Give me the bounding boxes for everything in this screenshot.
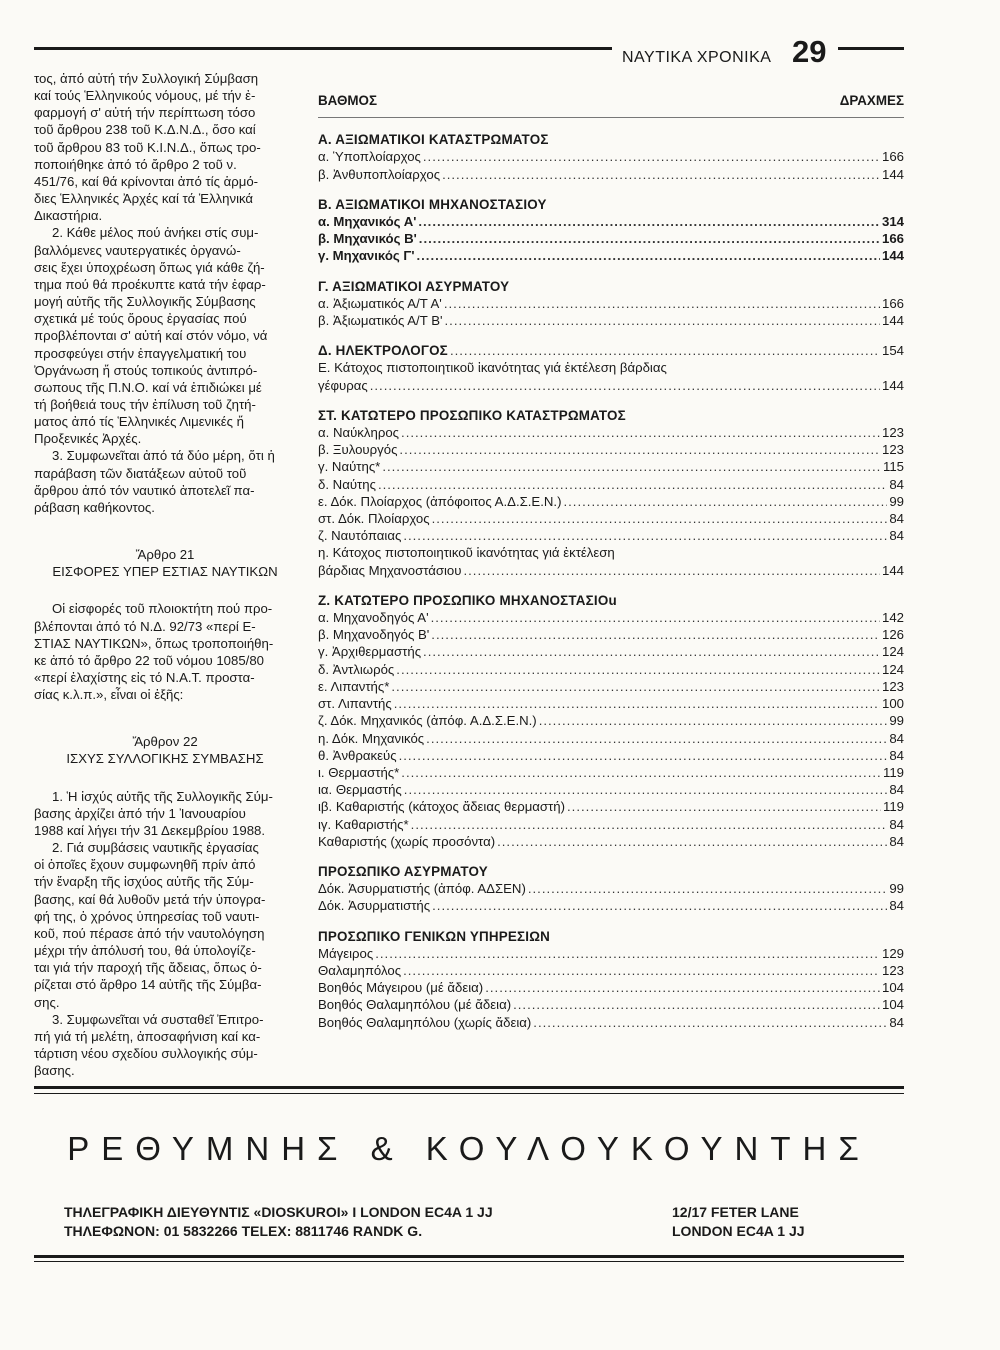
table-row [318,230,904,247]
text-line: 1. Ἡ ἰσχύς αὐτῆς τῆς Συλλογικῆς Σύμ- [52,788,273,804]
dot-leader [497,833,887,850]
dot-leader [431,626,880,643]
dot-leader [445,312,880,329]
dot-leader [431,609,880,626]
text-line: σεις ἔχει ὑποχρέωση ὅπως γιά κάθε ζή- [34,259,265,275]
text-line: τήν ἔναρξη τῆς ἰσχύος αὐτῆς τῆς Σύμ- [34,874,254,890]
amount-value: 84 [889,476,904,492]
amount-value: 84 [889,898,904,914]
rank-label: ε. Λιπαντής* [318,678,390,694]
rank-label: στ. Δόκ. Πλοίαρχος [318,511,430,527]
amount-value: 123 [881,425,904,441]
amount-value: 129 [881,945,904,961]
text-line: διες Ἑλληνικές Ἀρχές καί τά Ἑλληνικά [34,191,254,207]
dot-leader [411,816,888,833]
text-line: ρίζεται στό ἄρθρο 14 αὐτῆς τῆς Σύμβα- [34,977,262,993]
dot-leader [442,166,880,183]
section-title: Ζ. ΚΑΤΩΤΕΡΟ ΠΡΟΣΩΠΙΚΟ ΜΗΧΑΝΟΣΤΑΣΙΟu [318,592,617,608]
dot-leader [539,712,888,729]
text-line: Προξενικές Ἀρχές. [34,431,142,447]
dot-leader [423,643,880,660]
table-section [318,278,904,330]
rank-label: β. Ἀξιωματικός Α/Τ Β' [318,313,443,329]
text-line: καί τούς Ἑλληνικούς νόμους, μέ τήν ἐ- [34,88,256,104]
paragraph [34,224,296,447]
table-row [318,527,904,544]
table-row [318,510,904,527]
section-title-row [318,342,904,359]
text-line: κοῦ, πού πέρασε ἀπό τήν ναυτολόγηση [34,925,265,941]
header-divider [318,117,904,118]
text-line: σης. [34,994,60,1010]
rank-label: β. Μηχανοδηγός Β' [318,627,430,643]
dot-leader [426,730,887,747]
dot-leader [391,678,880,695]
dot-leader [378,476,887,493]
text-line: σχετικά μέ τούς ὅρους ἐργασίας πού [34,311,247,327]
dot-leader [375,945,880,962]
dot-leader [528,880,887,897]
text-line: ται γιά τήν παροχή τῆς ἄδειας, ὅπως ὁ- [34,960,262,976]
table-row [318,897,904,914]
text-line: Οἱ εἰσφορές τοῦ πλοιοκτήτη πού προ- [52,601,273,617]
dot-leader [396,661,880,678]
dot-leader [419,230,880,247]
rank-label: δ. Ναύτης [318,476,376,492]
text-line: 3. Συμφωνεῖται ἀπό τά δύο μέρη, ὅτι ἡ [52,448,275,464]
table-note: η. Κάτοχος πιστοποιητικοῦ ἱκανότητας γιά ἐκτέλεση [318,545,615,561]
rank-label: Βοηθός Θαλαμηπόλου (μέ ἄδεια) [318,997,512,1013]
amount-value: 123 [881,442,904,458]
paragraph [34,1011,296,1080]
table-row [318,816,904,833]
text-line: «περί ἐλαχίστης εἰς τό Ν.Α.Τ. προστα- [34,670,255,685]
table-row [318,695,904,712]
section-title: ΠΡΟΣΩΠΙΚΟ ΓΕΝΙΚΩΝ ΥΠΗΡΕΣΙΩΝ [318,928,550,944]
telegraphic-address: ΤΗΛΕΓΡΑΦΙΚΗ ΔΙΕΥΘΥΝΤΙΣ «DIOSKUROI» I LONDON EC4A 1 JJ [64,1204,493,1220]
rank-label: γέφυρας [318,377,368,393]
amount-value: 84 [889,730,904,746]
dot-leader [533,1014,887,1031]
text-line: μέχρι τήν ἀπόλυσή του, θά ὑπολογίζε- [34,943,256,959]
rank-label: α. Ὑποπλοίαρχος [318,149,421,165]
amount-value: 119 [882,764,904,780]
rank-label: στ. Λιπαντής [318,696,392,712]
text-line: προβλέπονται σ' αὐτή καί στόν νόμο, νά [34,328,268,344]
column-header-rank: ΒΑΘΜΟΣ [318,93,378,108]
text-line: τημα πού θά προέκυπτε κατά τήν ἐφαρ- [34,276,266,292]
table-section [318,928,904,1031]
dot-leader [401,424,880,441]
rank-label: β. Ἀνθυποπλοίαρχος [318,166,441,182]
footer-rule-top [34,1086,904,1089]
text-line: ΣΤΙΑΣ ΝΑΥΤΙΚΩΝ», ὅπως τροποποιήθη- [34,635,274,651]
table-row [318,661,904,678]
rank-label: ιβ. Καθαριστής (κάτοχος ἄδειας θερμαστή) [318,799,565,815]
column-header-drachmas: ΔΡΑΧΜΕΣ [839,93,904,108]
text-line: τος, ἀπό αὐτή τήν Συλλογική Σύμβαση [34,71,259,86]
rank-label: δ. Ἀντλιωρός [318,661,395,677]
amount-value: 166 [881,231,904,247]
amount-value: 104 [881,997,904,1013]
table-row [318,213,904,230]
text-line: Ὀργάνωση ἤ στούς τοπικούς ἀντιπρό- [34,362,258,378]
rank-label: θ. Ἀνθρακεύς [318,747,397,763]
table-row [318,747,904,764]
table-row [318,626,904,643]
table-row [318,295,904,312]
rank-label: ιγ. Καθαριστής* [318,816,409,832]
address-block-left [64,1203,493,1241]
left-column [34,70,296,1079]
rank-label: ζ. Δόκ. Μηχανικός (ἀπόφ. Α.Δ.Σ.Ε.Ν.) [318,713,537,729]
text-line: βασης. [34,1063,75,1079]
table-row [318,798,904,815]
text-line: φαρμογή σ' αὐτή τήν περίπτωση τόσο [34,105,256,121]
text-line: τάρτιση νέου σχεδίου συλλογικής σύμ- [34,1045,258,1061]
amount-value: 144 [881,248,904,264]
table-row [318,166,904,183]
section-title: Δ. ΗΛΕΚΤΡΟΛΟΓΟΣ [318,343,448,359]
table-row [318,609,904,626]
amount-value: 115 [882,459,904,475]
text-line: τοῦ ἄρθρου 83 τοῦ Κ.Ι.Ν.Δ., ὅπως τρο- [34,139,261,155]
amount-value: 84 [889,1014,904,1030]
amount-value: 123 [881,962,904,978]
article-21-number: Ἄρθρο 21 [135,547,195,563]
dot-leader [399,441,880,458]
section-title: Γ. ΑΞΙΩΜΑΤΙΚΟΙ ΑΣΥΡΜΑΤΟΥ [318,278,510,294]
text-line: βαλλόμενες ναυτεργατικές ὀργανώ- [34,242,241,258]
amount-value: 144 [881,313,904,329]
rank-label: ι. Θερμαστής* [318,764,400,780]
table-row [318,643,904,660]
dot-leader [370,377,880,394]
table-row [318,945,904,962]
table-row [318,730,904,747]
amount-value: 84 [889,833,904,849]
dot-leader [432,897,887,914]
amount-value: 84 [889,816,904,832]
article-22-title: ΙΣΧΥΣ ΣΥΛΛΟΓΙΚΗΣ ΣΥΜΒΑΣΗΣ [66,751,264,767]
amount-value: 119 [882,799,904,815]
paragraph [34,447,296,516]
text-line: βλέπονται ἀπό τό Ν.Δ. 92/73 «περί Ε- [34,618,256,634]
footer-rule-top-thin [34,1093,904,1094]
text-line: ἄρθρου ἀπό τόν ναυτικό ἀποτελεῖ πα- [34,482,255,498]
rank-label: βάρδιας Μηχανοστάσιου [318,562,462,578]
table-header [318,92,904,109]
amount-value: 144 [881,377,904,393]
table-row [318,1014,904,1031]
rank-label: Θαλαμηπόλος [318,962,402,978]
table-row [318,833,904,850]
dot-leader [432,510,888,527]
text-line: τή βοήθειά τους τήν ἐπίλυση τοῦ ζητή- [34,396,256,412]
rank-label: α. Ἀξιωματικός Α/Τ Α' [318,295,442,311]
text-line: ράβαση καθήκοντος. [34,499,155,515]
rank-label: ια. Θερμαστής [318,782,402,798]
paragraph [34,788,296,839]
amount-value: 314 [881,214,904,230]
dot-leader [513,996,880,1013]
table-row [318,678,904,695]
table-row [318,441,904,458]
header-rule-right [838,47,904,50]
amount-value: 142 [881,610,904,626]
amount-value: 84 [889,511,904,527]
table-row [318,781,904,798]
rank-label: Δόκ. Ἀσυρματιστής [318,898,431,914]
dot-leader [485,979,880,996]
amount-value: 166 [881,149,904,165]
table-row [318,312,904,329]
dot-leader [567,798,881,815]
dot-leader [404,781,888,798]
rank-label: Δόκ. Ἀσυρματιστής (ἀπόφ. ΑΔΣΕΝ) [318,881,526,897]
table-row [318,458,904,475]
text-line: 3. Συμφωνεῖται νά συσταθεῖ Ἐπιτρο- [52,1011,264,1027]
amount-value: 99 [889,881,904,897]
paragraph [34,70,296,224]
dot-leader [403,962,880,979]
table-row [318,424,904,441]
text-line: μογή αὐτῆς τῆς Συλλογικῆς Σύμβασης [34,294,256,310]
table-section [318,407,904,579]
footer-rule-bottom-thin [34,1261,904,1262]
table-section [318,196,904,265]
rank-label: Βοηθός Μάγειρου (μέ ἄδεια) [318,980,484,996]
table-row [318,764,904,781]
table-sections [318,131,904,1031]
table-row [318,979,904,996]
text-line: Δικαστήρια. [34,208,103,224]
table-row [318,562,904,579]
amount-value: 124 [881,644,904,660]
text-line: ποποιήθηκε ἀπό τό ἄρθρο 2 τοῦ ν. [34,156,237,172]
rank-label: Καθαριστής (χωρίς προσόντα) [318,833,496,849]
amount-value: 126 [881,627,904,643]
brand-name: ΡΕΘΥΜΝΗΣ & ΚΟΥΛΟΥΚΟΥΝΤΗΣ [67,1130,871,1167]
table-row [318,247,904,264]
section-title: ΣΤ. ΚΑΤΩΤΕΡΟ ΠΡΟΣΩΠΙΚΟ ΚΑΤΑΣΤΡΩΜΑΤΟΣ [318,407,626,423]
amount-value: 84 [889,782,904,798]
rank-label: γ. Ναύτης* [318,459,381,475]
section-title: Β. ΑΞΙΩΜΑΤΙΚΟΙ ΜΗΧΑΝΟΣΤΑΣΙΟΥ [318,196,547,212]
dot-leader [401,764,881,781]
text-line: βασης, καί θά λυθοῦν μετά τήν ὑπογρα- [34,891,266,907]
section-title: Α. ΑΞΙΩΜΑΤΙΚΟΙ ΚΑΤΑΣΤΡΩΜΑΤΟΣ [318,132,549,148]
phone-telex: ΤΗΛΕΦΩΝΟΝ: 01 5832266 TELEX: 8811746 RANDK G. [64,1223,423,1239]
rank-label: Βοηθός Θαλαμηπόλου (χωρίς ἄδεια) [318,1014,532,1030]
text-line: 451/76, καί θά κρίνονται ἀπό τίς ἁρμό- [34,173,259,189]
amount-value: 123 [881,678,904,694]
rank-label: α. Μηχανικός Α' [318,214,417,230]
table-row [318,148,904,165]
amount-value: 144 [881,562,904,578]
rank-label: α. Μηχανοδηγός Α' [318,610,429,626]
footer-rule-bottom [34,1255,904,1258]
article-22-number: Ἄρθρον 22 [132,734,198,750]
table-row [318,377,904,394]
text-line: βασης ἀρχίζει ἀπό τήν 1 Ἰανουαρίου [34,805,246,821]
text-line: σίας κ.λ.π.», εἶναι οἱ ἑξῆς: [34,687,184,703]
dot-leader [423,148,880,165]
street-address: 12/17 FETER LANE [672,1204,799,1220]
rank-label: β. Ξυλουργός [318,442,398,458]
text-line: τοῦ ἄρθρου 238 τοῦ Κ.Δ.Ν.Δ., ὅσο καί [34,122,256,138]
page-number: 29 [792,34,827,69]
paragraph [34,600,296,703]
rank-label: β. Μηχανικός Β' [318,231,417,247]
dot-leader [418,213,880,230]
amount-value: 144 [881,166,904,182]
table-section [318,342,904,394]
table-section [318,863,904,915]
rank-label: α. Ναύκληρος [318,425,400,441]
wage-table [318,92,904,1031]
text-line: 2. Κάθε μέλος πού ἀνήκει στίς συμ- [52,225,259,241]
amount-value: 100 [881,696,904,712]
dot-leader [563,493,887,510]
dot-leader [463,562,880,579]
amount-value: 124 [881,661,904,677]
text-line: προσφεύγει στήν ἐπαγγελματική του [34,345,247,361]
amount-value: 99 [889,713,904,729]
dot-leader [382,458,881,475]
article-21-title: ΕΙΣΦΟΡΕΣ ΥΠΕΡ ΕΣΤΙΑΣ ΝΑΥΤΙΚΩΝ [52,564,278,580]
table-section [318,592,904,850]
amount-value: 99 [889,493,904,509]
text-line: παράβαση τῶν διατάξεων αὐτοῦ τοῦ [34,465,247,481]
dot-leader [416,247,880,264]
table-row [318,962,904,979]
city-postcode: LONDON EC4A 1 JJ [672,1223,805,1239]
text-line: κε ἀπό τό ἄρθρο 22 τοῦ νόμου 1085/80 [34,652,264,668]
amount-value: 84 [889,747,904,763]
rank-label: η. Δόκ. Μηχανικός [318,730,425,746]
table-row [318,493,904,510]
text-line: σωπους τῆς Π.Ν.Ο. καί νά ἐπιδιώκει μέ [34,379,262,395]
amount-value: 166 [881,295,904,311]
text-line: 2. Γιά συμβάσεις ναυτικῆς ἐργασίας [52,840,259,856]
text-line: 1988 καί λήγει τήν 31 Δεκεμβρίου 1988. [34,822,266,838]
text-line: πή γιά τή μελέτη, ἀποσαφήνιση καί κα- [34,1028,261,1044]
header-rule-left [34,47,612,50]
address-block-right [672,1203,805,1241]
table-note: Ε. Κάτοχος πιστοποιητικοῦ ἱκανότητας γιά ἐκτέλεση βάρδιας [318,360,667,376]
dot-leader [394,695,880,712]
rank-label: γ. Μηχανικός Γ' [318,248,415,264]
amount-value: 84 [889,528,904,544]
dot-leader [403,527,887,544]
magazine-title: ΝΑΥΤΙΚΑ ΧΡΟΝΙΚΑ [622,49,772,66]
dot-leader [444,295,880,312]
rank-label: ε. Δόκ. Πλοίαρχος (ἀπόφοιτος Α.Δ.Σ.Ε.Ν.) [318,493,562,509]
text-line: ματος ἀπό τίς Ἑλληνικές Λιμενικές ἤ [34,414,244,430]
rank-label: Μάγειρος [318,945,374,961]
dot-leader [450,342,880,359]
table-row [318,880,904,897]
table-section [318,131,904,183]
text-line: οἱ ὁποῖες ἔχουν συμφωνηθῆ πρίν ἀπό [34,857,256,873]
section-title: ΠΡΟΣΩΠΙΚΟ ΑΣΥΡΜΑΤΟΥ [318,863,488,879]
rank-label: ζ. Ναυτόπαιας [318,528,402,544]
text-line: φή της, ὁ χρόνος ὑπηρεσίας τοῦ ναυτι- [34,908,260,924]
amount-value: 154 [881,343,904,359]
amount-value: 104 [881,980,904,996]
table-row [318,476,904,493]
paragraph [34,839,296,1011]
rank-label: γ. Ἀρχιθερμαστής [318,644,422,660]
table-row [318,996,904,1013]
table-row [318,712,904,729]
dot-leader [399,747,888,764]
